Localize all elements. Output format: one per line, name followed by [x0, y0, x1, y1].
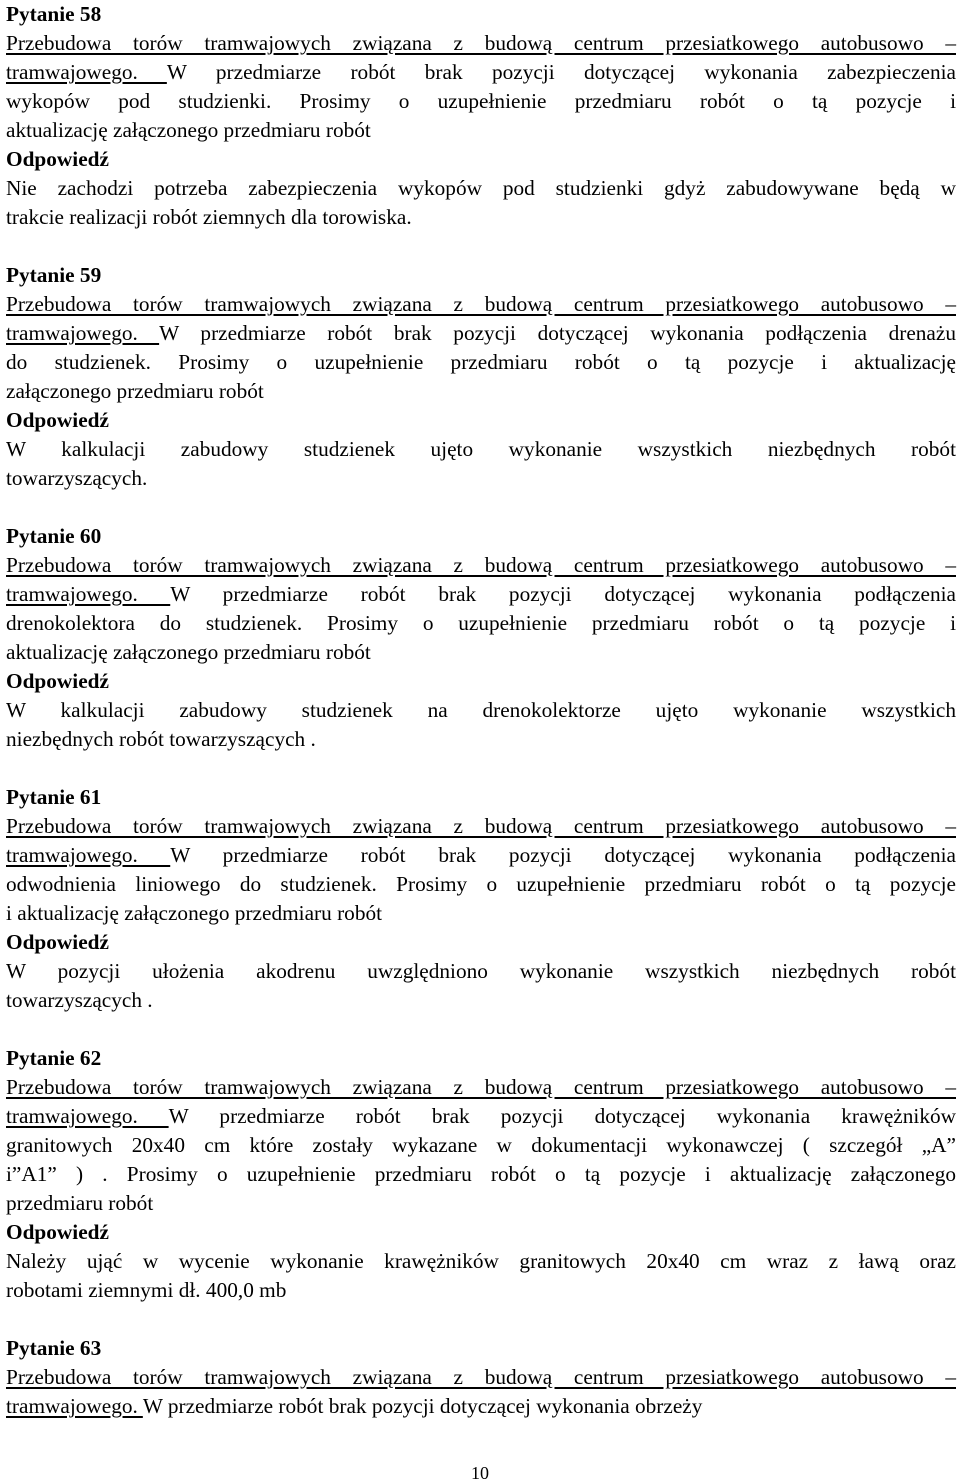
answer-text-line: robotami ziemnymi dł. 400,0 mb: [6, 1278, 287, 1302]
question-text-line: [6, 580, 956, 609]
question-title: Pytanie 60: [6, 524, 102, 548]
underlined-subject: Przebudowa torów tramwajowych związana z budową centrum przesiatkowego autobusowo –: [6, 1075, 956, 1099]
underlined-subject: tramwajowego.: [6, 1394, 143, 1418]
question-text-line: [6, 1131, 956, 1160]
underlined-subject: tramwajowego.: [6, 582, 171, 606]
question-title: Pytanie 58: [6, 2, 102, 26]
question-text-line: [6, 1102, 956, 1131]
question-text-line: [6, 1189, 956, 1218]
question-text: W przedmiarze robót brak pozycji dotyczącej wykonania zabezpieczenia: [166, 60, 956, 84]
underlined-subject: Przebudowa torów tramwajowych związana z budową centrum przesiatkowego autobusowo –: [6, 31, 956, 55]
question-text-line: [6, 290, 956, 319]
question-text-line: [6, 377, 956, 406]
question-text: odwodnienia liniowego do studzienek. Prosimy o uzupełnienie przedmiaru robót o tą pozycje: [6, 872, 956, 896]
question-text-line: [6, 319, 956, 348]
question-text: przedmiaru robót: [6, 1191, 154, 1215]
question-text-line: [6, 551, 956, 580]
question-text-line: [6, 87, 956, 116]
answer-label: Odpowiedź: [6, 930, 109, 954]
question-text: W przedmiarze robót brak pozycji dotyczącej wykonania podłączenia: [170, 843, 956, 867]
question-text-line: [6, 841, 956, 870]
question-title: Pytanie 61: [6, 785, 102, 809]
question-text-line: [6, 116, 956, 145]
answer-text-line: niezbędnych robót towarzyszących .: [6, 727, 316, 751]
question-text-line: [6, 58, 956, 87]
answer-text-line: towarzyszących.: [6, 466, 148, 490]
answer-text-line: Należy ująć w wycenie wykonanie krawężników granitowych 20x40 cm wraz z ławą oraz: [6, 1249, 956, 1273]
question-text-line: [6, 638, 956, 667]
document-page: [6, 0, 956, 1421]
underlined-subject: tramwajowego.: [6, 843, 171, 867]
question-text-line: [6, 609, 956, 638]
page-number: 10: [471, 1463, 489, 1483]
question-title: Pytanie 59: [6, 263, 102, 287]
question-text: aktualizację załączonego przedmiaru robót: [6, 640, 371, 664]
question-text-line: [6, 1073, 956, 1102]
question-text: drenokolektora do studzienek. Prosimy o uzupełnienie przedmiaru robót o tą pozycje i: [6, 611, 956, 635]
question-block: [6, 0, 956, 232]
question-text-line: [6, 348, 956, 377]
answer-text-line: W kalkulacji zabudowy studzienek na drenokolektorze ujęto wykonanie wszystkich: [6, 698, 956, 722]
answer-text-line: trakcie realizacji robót ziemnych dla torowiska.: [6, 205, 412, 229]
question-text: W przedmiarze robót brak pozycji dotyczącej wykonania podłączenia: [170, 582, 956, 606]
question-block: [6, 522, 956, 754]
answer-label: Odpowiedź: [6, 669, 109, 693]
answer-label: Odpowiedź: [6, 1220, 109, 1244]
underlined-subject: tramwajowego.: [6, 321, 160, 345]
question-text-line: [6, 1363, 956, 1392]
question-text: W przedmiarze robót brak pozycji dotyczącej wykonania podłączenia drenażu: [159, 321, 956, 345]
question-text-line: [6, 870, 956, 899]
answer-label: Odpowiedź: [6, 408, 109, 432]
question-title: Pytanie 63: [6, 1336, 102, 1360]
underlined-subject: Przebudowa torów tramwajowych związana z budową centrum przesiatkowego autobusowo –: [6, 814, 956, 838]
answer-label: Odpowiedź: [6, 147, 109, 171]
answer-text-line: Nie zachodzi potrzeba zabezpieczenia wykopów pod studzienki gdyż zabudowywane będą w: [6, 176, 956, 200]
question-text-line: [6, 812, 956, 841]
question-block: [6, 1334, 956, 1421]
underlined-subject: Przebudowa torów tramwajowych związana z budową centrum przesiatkowego autobusowo –: [6, 292, 956, 316]
question-text: W przedmiarze robót brak pozycji dotyczącej wykonania krawężników: [168, 1104, 956, 1128]
underlined-subject: Przebudowa torów tramwajowych związana z budową centrum przesiatkowego autobusowo –: [6, 553, 956, 577]
question-block: [6, 783, 956, 1015]
question-title: Pytanie 62: [6, 1046, 102, 1070]
question-text: załączonego przedmiaru robót: [6, 379, 264, 403]
question-text-line: [6, 1392, 956, 1421]
question-text: do studzienek. Prosimy o uzupełnienie przedmiaru robót o tą pozycje i aktualizację: [6, 350, 956, 374]
answer-text-line: W kalkulacji zabudowy studzienek ujęto wykonanie wszystkich niezbędnych robót: [6, 437, 956, 461]
question-text-line: [6, 1160, 956, 1189]
question-block: [6, 1044, 956, 1305]
question-text: W przedmiarze robót brak pozycji dotyczącej wykonania obrzeży: [142, 1394, 703, 1418]
question-text: i aktualizację załączonego przedmiaru robót: [6, 901, 383, 925]
question-text-line: [6, 899, 956, 928]
question-text-line: [6, 29, 956, 58]
question-text: granitowych 20x40 cm które zostały wykazane w dokumentacji wykonawczej ( szczegół „A”: [6, 1133, 956, 1157]
question-text: i”A1” ) . Prosimy o uzupełnienie przedmiaru robót o tą pozycje i aktualizację załączonego: [6, 1162, 956, 1186]
question-block: [6, 261, 956, 493]
answer-text-line: W pozycji ułożenia akodrenu uwzględniono wykonanie wszystkich niezbędnych robót: [6, 959, 956, 983]
question-text: wykopów pod studzienki. Prosimy o uzupełnienie przedmiaru robót o tą pozycje i: [6, 89, 956, 113]
underlined-subject: Przebudowa torów tramwajowych związana z budową centrum przesiatkowego autobusowo –: [6, 1365, 956, 1389]
underlined-subject: tramwajowego.: [6, 60, 167, 84]
answer-text-line: towarzyszących .: [6, 988, 153, 1012]
underlined-subject: tramwajowego.: [6, 1104, 169, 1128]
question-text: aktualizację załączonego przedmiaru robót: [6, 118, 371, 142]
